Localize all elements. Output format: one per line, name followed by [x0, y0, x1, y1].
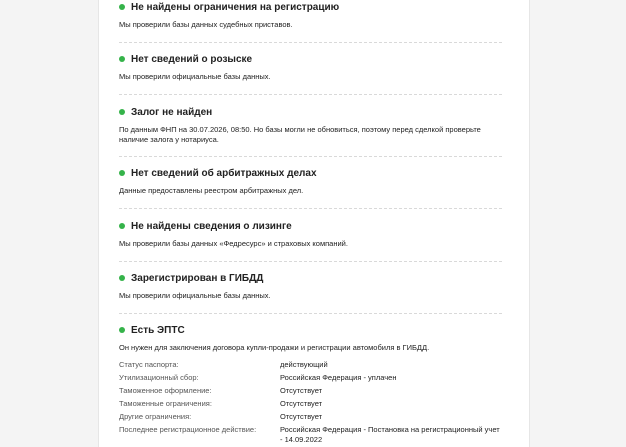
- status-ok-dot-icon: [119, 109, 125, 115]
- status-ok-dot-icon: [119, 275, 125, 281]
- check-title: Нет сведений об арбитражных делах: [131, 168, 317, 179]
- divider: [119, 208, 502, 209]
- divider: [119, 313, 502, 314]
- check-pledge: [119, 106, 502, 145]
- epts-value: Отсутствует: [280, 386, 323, 395]
- status-ok-dot-icon: [119, 327, 125, 333]
- check-title: Залог не найден: [131, 107, 213, 118]
- check-title: Нет сведений о розыске: [131, 54, 253, 65]
- epts-key: Последнее регистрационное действие:: [119, 425, 257, 434]
- check-description: Данные предоставлены реестром арбитражных дел.: [119, 186, 304, 195]
- check-description: По данным ФНП на 30.07.2026, 08:50. Но базы могли не обновиться, поэтому перед сделкой проверьте наличие залога у нотариуса.: [119, 125, 481, 144]
- check-title: Есть ЭПТС: [131, 325, 185, 336]
- check-title: Не найдены сведения о лизинге: [131, 221, 292, 232]
- check-description: Он нужен для заключения договора купли-продажи и регистрации автомобиля в ГИБДД.: [119, 343, 430, 352]
- epts-key: Таможенные ограничения:: [119, 399, 212, 408]
- epts-key: Другие ограничения:: [119, 412, 192, 421]
- check-title: Не найдены ограничения на регистрацию: [131, 2, 340, 13]
- check-description: Мы проверили базы данных судебных приставов.: [119, 20, 293, 29]
- epts-key: Утилизационный сбор:: [119, 373, 199, 382]
- check-gibdd-registration: [119, 272, 502, 301]
- epts-key: Таможенное оформление:: [119, 386, 212, 395]
- epts-value: Российская Федерация - уплачен: [280, 373, 397, 382]
- check-arbitration: [119, 167, 502, 196]
- check-leasing: [119, 220, 502, 249]
- status-ok-dot-icon: [119, 56, 125, 62]
- epts-key: Статус паспорта:: [119, 360, 179, 369]
- status-ok-dot-icon: [119, 223, 125, 229]
- check-description: Мы проверили официальные базы данных.: [119, 291, 271, 300]
- epts-value: Отсутствует: [280, 399, 323, 408]
- divider: [119, 156, 502, 157]
- check-registration-restrictions: [119, 1, 502, 30]
- status-ok-dot-icon: [119, 170, 125, 176]
- status-ok-dot-icon: [119, 4, 125, 10]
- check-description: Мы проверили базы данных «Федресурс» и страховых компаний.: [119, 239, 348, 248]
- epts-value: Отсутствует: [280, 412, 323, 421]
- report-card: [98, 0, 530, 447]
- epts-value: действующий: [280, 360, 328, 369]
- divider: [119, 261, 502, 262]
- divider: [119, 94, 502, 95]
- check-epts: [119, 324, 502, 353]
- epts-value: Российская Федерация - Постановка на регистрационный учет - 14.09.2022: [280, 425, 500, 444]
- check-title: Зарегистрирован в ГИБДД: [131, 273, 264, 284]
- check-description: Мы проверили официальные базы данных.: [119, 72, 271, 81]
- divider: [119, 42, 502, 43]
- check-wanted: [119, 53, 502, 82]
